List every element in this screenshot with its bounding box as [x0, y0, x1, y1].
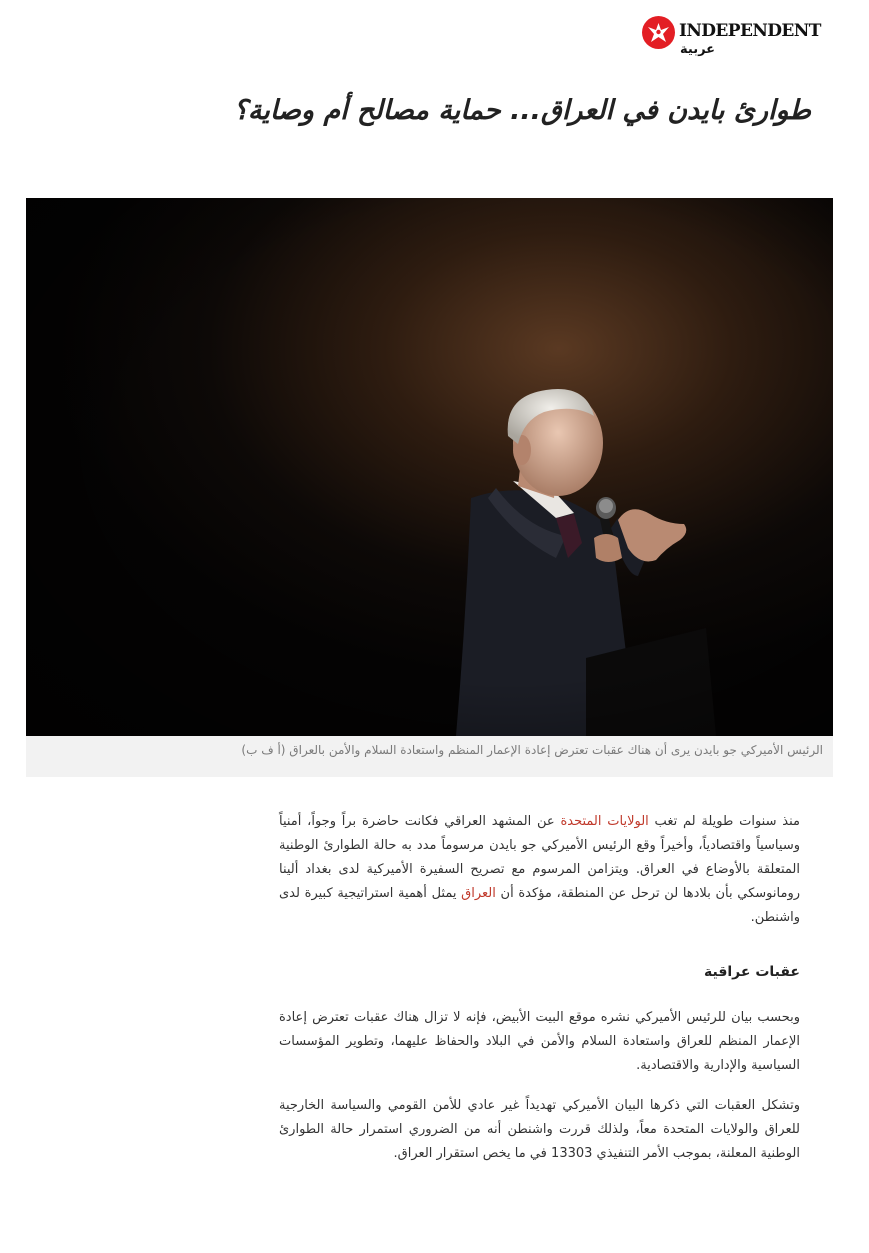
link-iraq[interactable]: العراق	[461, 886, 496, 901]
logo-arabic-wordmark: عربية	[680, 42, 716, 57]
paragraph-text: عن المشهد العراقي فكانت حاضرة براً وجواً، أمنياً وسياسياً واقتصادياً، وأخيراً وقع الرئيس الأميركي جو بايدن مرسوماً مدد به حالة الطوارئ الوطنية المتعلقة بالأوضاع في العراق. ويتزامن المرسوم مع تصريح السفيرة الأميركية لدى بغداد ألينا رومانوسكي بأن بلادها لن ترحل عن المنطقة، مؤكدة أن	[279, 814, 800, 901]
site-logo[interactable]	[638, 16, 828, 62]
link-united-states[interactable]: الولايات المتحدة	[560, 814, 649, 829]
article-paragraph: وتشكل العقبات التي ذكرها البيان الأميركي تهديداً غير عادي للأمن القومي والسياسة الخارجية للعراق والولايات المتحدة معاً، ولذلك قررت واشنطن أنه من الضروري استمرار حالة الطوارئ الوطنية المعلنة، بموجب الأمر التنفيذي 13303 في ما يخص استقرار العراق.	[279, 1098, 800, 1161]
eagle-logo-icon	[642, 16, 675, 49]
logo-wordmark: INDEPENDENT	[679, 21, 821, 41]
article-headline: طوارئ بايدن في العراق... حماية مصالح أم وصاية؟	[233, 95, 811, 126]
image-caption: الرئيس الأميركي جو بايدن يرى أن هناك عقبات تعترض إعادة الإعمار المنظم واستعادة السلام والأمن بالعراق (أ ف ب)	[241, 743, 823, 757]
image-caption-bar	[26, 736, 833, 777]
article-subheading: عقبات عراقية	[704, 964, 800, 980]
article-body	[279, 810, 800, 1166]
hero-photo	[26, 198, 833, 736]
paragraph-text: يمثل أهمية استراتيجية كبيرة لدى واشنطن.	[279, 886, 800, 925]
hero-photo-illustration	[26, 198, 833, 736]
article-paragraph: وبحسب بيان للرئيس الأميركي نشره موقع البيت الأبيض، فإنه لا تزال هناك عقبات تعترض إعادة الإعمار المنظم للعراق واستعادة السلام والأمن في البلاد والحفاظ عليهما، وتطوير المؤسسات السياسية والإدارية والاقتصادية.	[279, 1010, 800, 1073]
paragraph-text: منذ سنوات طويلة لم تغب	[648, 814, 800, 829]
article-paragraph	[279, 810, 800, 930]
